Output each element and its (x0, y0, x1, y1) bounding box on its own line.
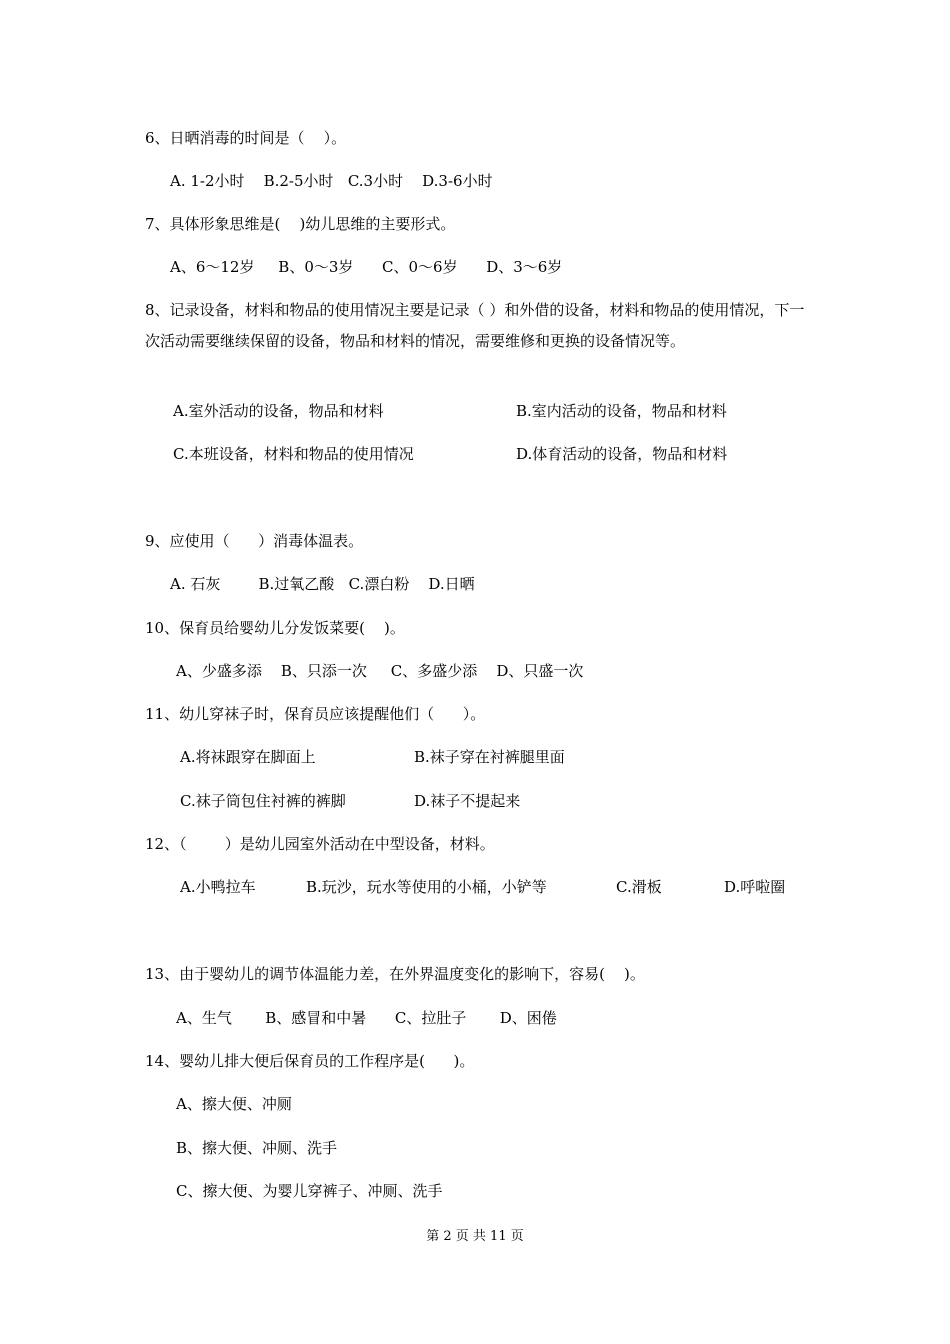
question-13-options: A、生气 B、感冒和中暑 C、拉肚子 D、困倦 (176, 1009, 557, 1027)
page-footer-label: 第 2 页 共 11 页 (426, 1229, 524, 1244)
question-8-option-a: A.室外活动的设备，物品和材料 (173, 402, 384, 420)
question-10-stem: 10、保育员给婴幼儿分发饭菜要( )。 (145, 619, 405, 637)
question-14-option-c: C、擦大便、为婴儿穿裤子、冲厕、洗手 (176, 1182, 443, 1200)
question-11-option-c: C.袜子筒包住衬裤的裤脚 (180, 792, 346, 810)
question-13-stem: 13、由于婴幼儿的调节体温能力差，在外界温度变化的影响下，容易( )。 (145, 965, 645, 983)
question-7-options: A、6～12岁 B、0～3岁 C、0～6岁 D、3～6岁 (170, 258, 563, 276)
question-14-option-a: A、擦大便、冲厕 (176, 1095, 292, 1113)
question-12-option-d: D.呼啦圈 (724, 878, 786, 896)
question-8-stem: 8、记录设备，材料和物品的使用情况主要是记录（ ）和外借的设备，材料和物品的使用情况，下一次活动需要继续保留的设备，物品和材料的情况，需要维修和更换的设备情况等。 (145, 301, 805, 350)
question-6-options: A. 1-2小时 B.2-5小时 C.3小时 D.3-6小时 (170, 172, 493, 190)
question-6-stem: 6、日晒消毒的时间是（ ）。 (145, 129, 347, 147)
question-12-option-b: B.玩沙，玩水等使用的小桶，小铲等 (306, 878, 547, 896)
question-11-option-d: D.袜子不提起来 (414, 792, 521, 810)
question-12-option-c: C.滑板 (616, 878, 662, 896)
question-10-options: A、少盛多添 B、只添一次 C、多盛少添 D、只盛一次 (176, 662, 584, 680)
question-14-stem: 14、婴幼儿排大便后保育员的工作程序是( )。 (145, 1052, 475, 1070)
question-9-stem: 9、应使用（ ）消毒体温表。 (145, 532, 364, 550)
question-8-option-c: C.本班设备，材料和物品的使用情况 (173, 445, 414, 463)
question-12-option-a: A.小鸭拉车 (180, 878, 256, 896)
question-14-option-b: B、擦大便、冲厕、洗手 (176, 1139, 338, 1157)
question-8-option-d: D.体育活动的设备，物品和材料 (516, 445, 728, 463)
question-11-stem: 11、幼儿穿袜子时，保育员应该提醒他们（ ）。 (145, 705, 486, 723)
question-8-option-b: B.室内活动的设备，物品和材料 (516, 402, 727, 420)
question-11-option-b: B.袜子穿在衬裤腿里面 (414, 748, 565, 766)
question-7-stem: 7、具体形象思维是( )幼儿思维的主要形式。 (145, 215, 456, 233)
question-12-stem: 12、（ ）是幼儿园室外活动在中型设备，材料。 (145, 835, 495, 853)
question-9-options: A. 石灰 B.过氧乙酸 C.漂白粉 D.日晒 (170, 575, 475, 593)
question-11-option-a: A.将袜跟穿在脚面上 (180, 748, 316, 766)
